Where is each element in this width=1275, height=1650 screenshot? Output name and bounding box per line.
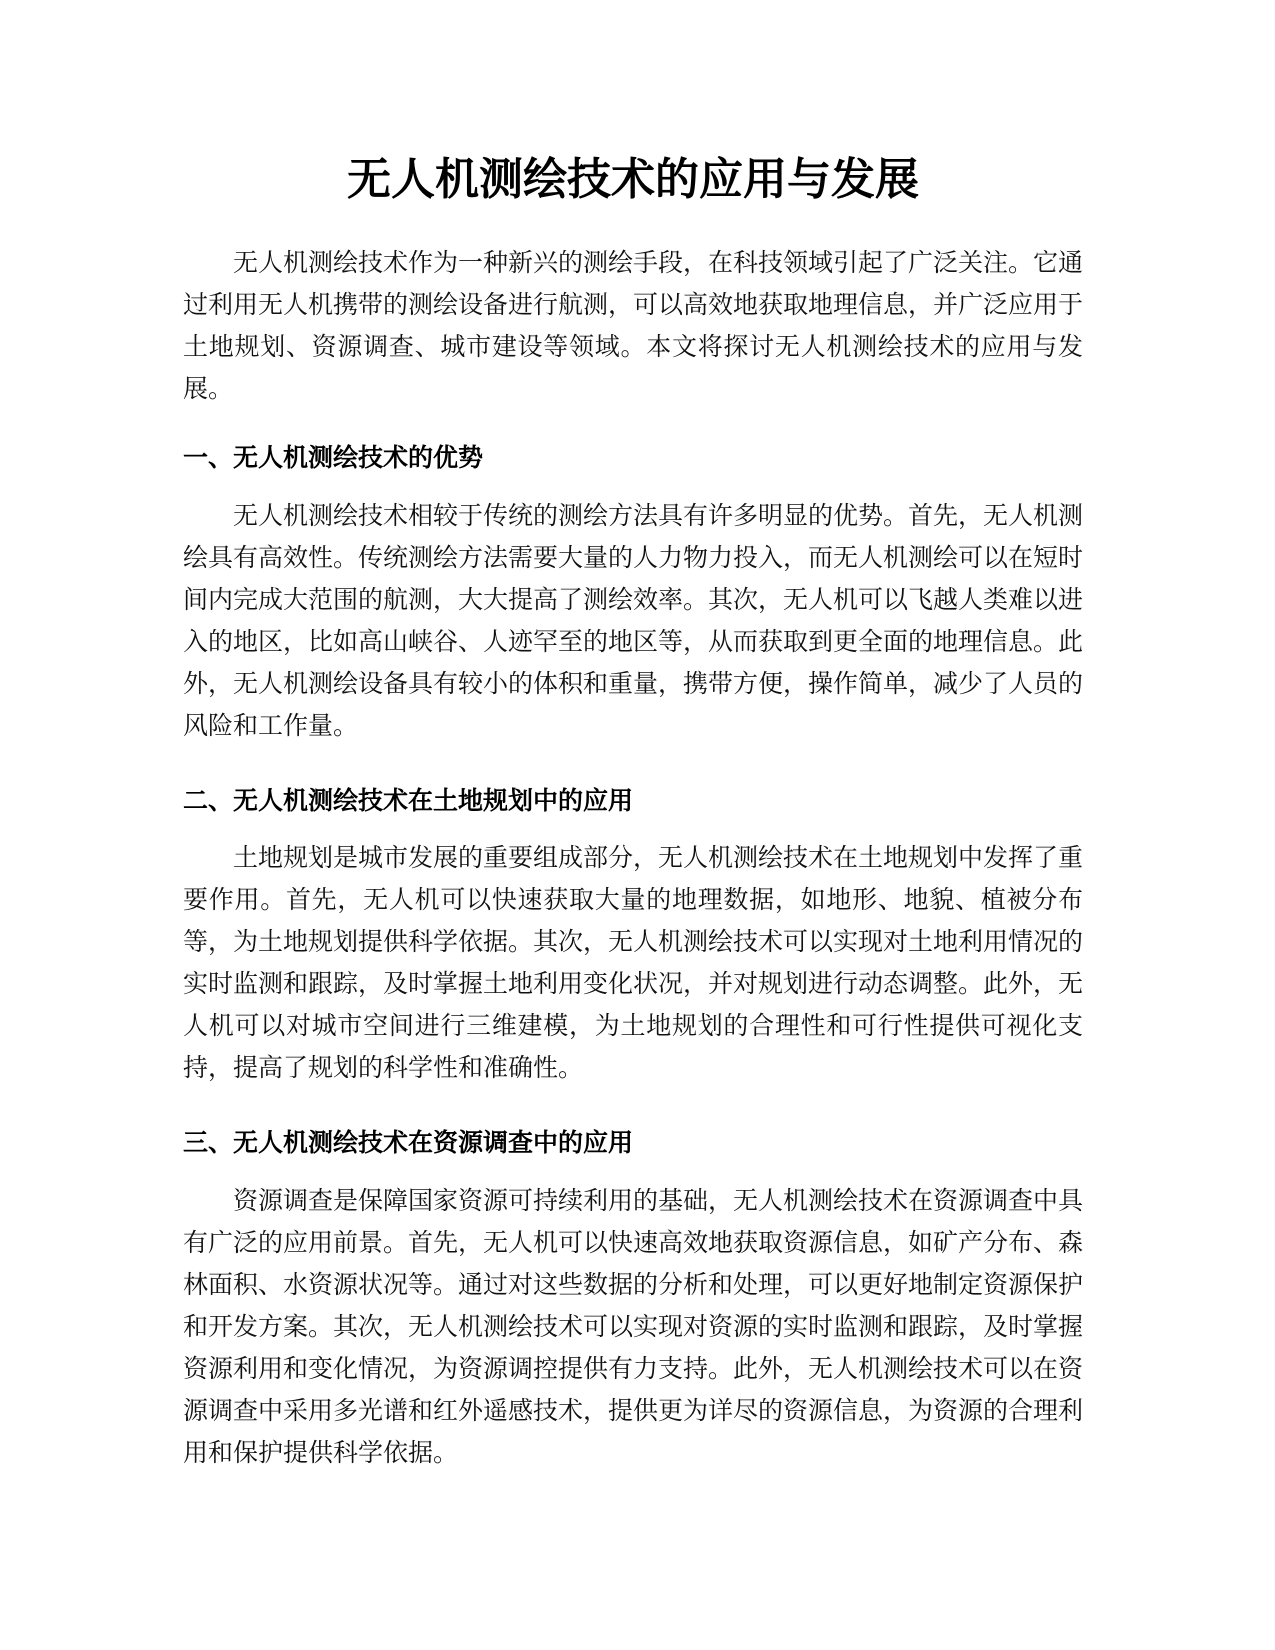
section-heading-land-planning: 二、无人机测绘技术在土地规划中的应用	[183, 786, 634, 815]
section-body-land-planning: 土地规划是城市发展的重要组成部分，无人机测绘技术在土地规划中发挥了重要作用。首先，无人机可以快速获取大量的地理数据，如地形、地貌、植被分布等，为土地规划提供科学依据。其次，无人机测绘技术可以实现对土地利用情况的实时监测和跟踪，及时掌握土地利用变化状况，并对规划进行动态调整。此外，无人机可以对城市空间进行三维建模，为土地规划的合理性和可行性提供可视化支持，提高了规划的科学性和准确性。	[183, 843, 1084, 1082]
section-body-resource-survey: 资源调查是保障国家资源可持续利用的基础，无人机测绘技术在资源调查中具有广泛的应用前景。首先，无人机可以快速高效地获取资源信息，如矿产分布、森林面积、水资源状况等。通过对这些数据的分析和处理，可以更好地制定资源保护和开发方案。其次，无人机测绘技术可以实现对资源的实时监测和跟踪，及时掌握资源利用和变化情况，为资源调控提供有力支持。此外，无人机测绘技术可以在资源调查中采用多光谱和红外遥感技术，提供更为详尽的资源信息，为资源的合理利用和保护提供科学依据。	[183, 1186, 1084, 1467]
section-body-advantages: 无人机测绘技术相较于传统的测绘方法具有许多明显的优势。首先，无人机测绘具有高效性。传统测绘方法需要大量的人力物力投入，而无人机测绘可以在短时间内完成大范围的航测，大大提高了测绘效率。其次，无人机可以飞越人类难以进入的地区，比如高山峡谷、人迹罕至的地区等，从而获取到更全面的地理信息。此外，无人机测绘设备具有较小的体积和重量，携带方便，操作简单，减少了人员的风险和工作量。	[183, 501, 1084, 740]
document-title: 无人机测绘技术的应用与发展	[347, 154, 919, 205]
intro-paragraph: 无人机测绘技术作为一种新兴的测绘手段，在科技领域引起了广泛关注。它通过利用无人机携带的测绘设备进行航测，可以高效地获取地理信息，并广泛应用于土地规划、资源调查、城市建设等领域。本文将探讨无人机测绘技术的应用与发展。	[183, 248, 1084, 403]
section-heading-resource-survey: 三、无人机测绘技术在资源调查中的应用	[183, 1128, 634, 1157]
section-heading-advantages: 一、无人机测绘技术的优势	[183, 443, 484, 472]
